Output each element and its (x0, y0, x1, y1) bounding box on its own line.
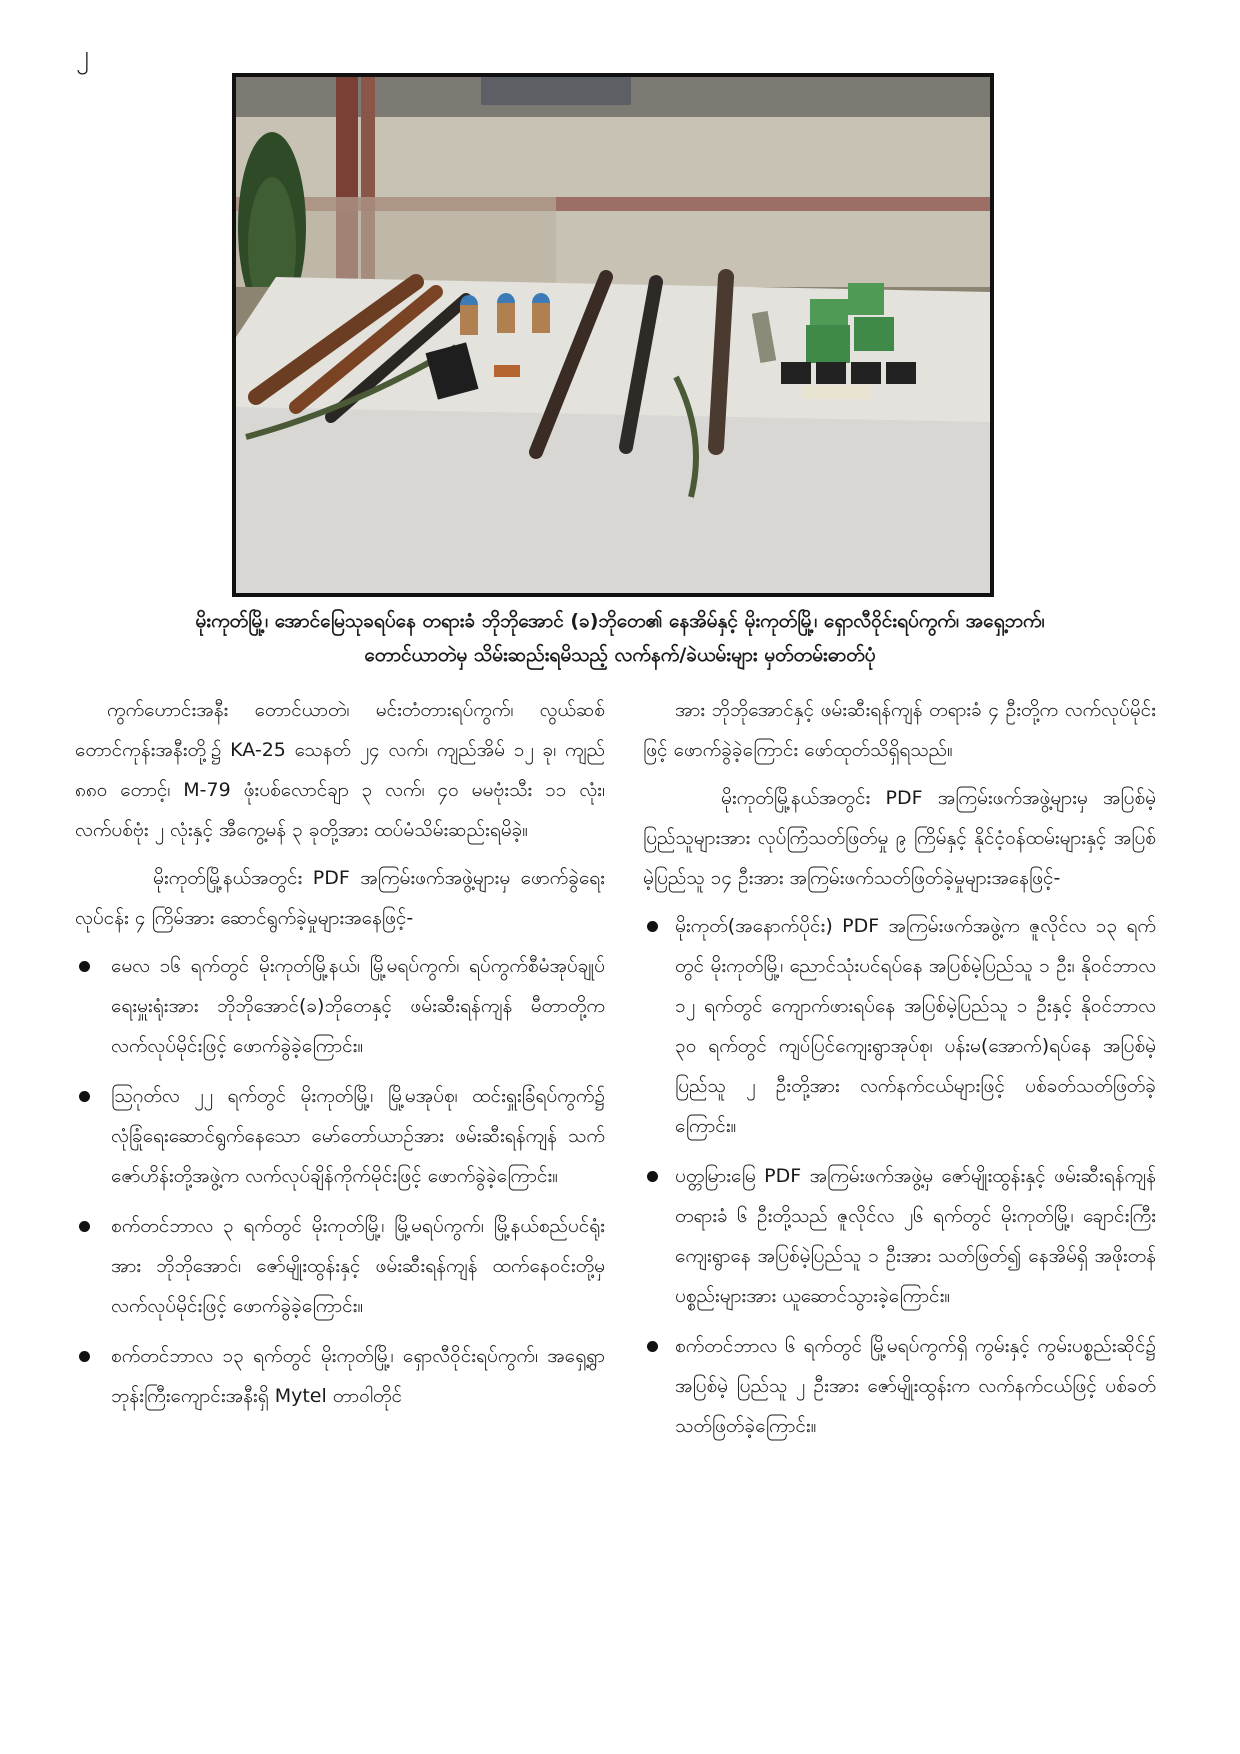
list-item: စက်တင်ဘာလ ၃ ရက်တွင် မိုးကုတ်မြို့၊ မြို့မရပ်ကွက်၊ မြို့နယ်စည်ပင်ရုံးအား ဘိုဘိုအောင်၊ ဇော်မျိုးထွန်းနှင့် ဖမ်းဆီးရန်ကျန် ထက်နေဝင်းတို့မှ လက်လုပ်မိုင်းဖြင့် ဖောက်ခွဲခဲ့ကြောင်း။ (75, 1206, 605, 1326)
bullet-icon (79, 1091, 90, 1102)
list-item: စက်တင်ဘာလ ၁၃ ရက်တွင် မိုးကုတ်မြို့၊ ရှောလီဝိုင်းရပ်ကွက်၊ အရှေ့ရွာဘုန်းကြီးကျောင်းအနီးရှိ Mytel တာဝါတိုင် (75, 1336, 605, 1416)
list-item: မေလ ၁၆ ရက်တွင် မိုးကုတ်မြို့နယ်၊ မြို့မရပ်ကွက်၊ ရပ်ကွက်စီမံအုပ်ချုပ်ရေးမှူးရုံးအား ဘိုဘိုအောင်(ခ)ဘိုတေနှင့် ဖမ်းဆီးရန်ကျန် မီတာတို့က လက်လုပ်မိုင်းဖြင့် ဖောက်ခွဲခဲ့ကြောင်း။ (75, 946, 605, 1066)
caption-line-1: မိုးကုတ်မြို့၊ အောင်မြေသုခရပ်နေ တရားခံ ဘိုဘိုအောင် (ခ)ဘိုတေ၏ နေအိမ်နှင့် မိုးကုတ်မြို့၊ ရှောလီဝိုင်းရပ်ကွက်၊ အရှေ့ဘက်၊ (195, 610, 1045, 632)
left-bullet-list (75, 946, 605, 1416)
photo-caption (80, 604, 1160, 672)
bullet-icon (647, 921, 658, 932)
bullet-icon (647, 1171, 658, 1182)
seized-weapons-photo (232, 73, 994, 597)
list-item: မိုးကုတ်(အနောက်ပိုင်း) PDF အကြမ်းဖက်အဖွဲ့က ဇူလိုင်လ ၁၃ ရက်တွင် မိုးကုတ်မြို့၊ ညောင်သုံးပင်ရပ်နေ အပြစ်မဲ့ပြည်သူ ၁ ဦး၊ နိုဝင်ဘာလ ၁၂ ရက်တွင် ကျောက်ဖားရပ်နေ အပြစ်မဲ့ပြည်သူ ၁ ဦးနှင့် နိုဝင်ဘာလ ၃၀ ရက်တွင် ကျပ်ပြင်ကျေးရွာအုပ်စု၊ ပန်းမ(အောက်)ရပ်နေ အပြစ်မဲ့ပြည်သူ ၂ ဦးတို့အား လက်နက်ငယ်များဖြင့် ပစ်ခတ်သတ်ဖြတ်ခဲ့ကြောင်း။ (643, 906, 1156, 1146)
right-bullet-list (643, 906, 1156, 1446)
page-number: ၂ (76, 40, 89, 70)
right-column (643, 690, 1156, 1456)
bullet-icon (79, 961, 90, 972)
left-paragraph-2: မိုးကုတ်မြို့နယ်အတွင်း PDF အကြမ်းဖက်အဖွဲ့များမှ ဖောက်ခွဲရေးလုပ်ငန်း ၄ ကြိမ်အား ဆောင်ရွက်ခဲ့မှုများအနေဖြင့်- (75, 867, 605, 929)
bullet-icon (79, 1351, 90, 1362)
list-item: စက်တင်ဘာလ ၆ ရက်တွင် မြို့မရပ်ကွက်ရှိ ကွမ်းနှင့် ကွမ်းပစ္စည်းဆိုင်၌ အပြစ်မဲ့ ပြည်သူ ၂ ဦးအား ဇော်မျိုးထွန်းက လက်နက်ငယ်ဖြင့် ပစ်ခတ်သတ်ဖြတ်ခဲ့ကြောင်း။ (643, 1326, 1156, 1446)
caption-line-2: တောင်ယာတဲမှ သိမ်းဆည်းရမိသည့် လက်နက်/ခဲယမ်းများ မှတ်တမ်းဓာတ်ပုံ (364, 644, 876, 666)
list-item: ပတ္တမြားမြေ PDF အကြမ်းဖက်အဖွဲ့မှ ဇော်မျိုးထွန်းနှင့် ဖမ်းဆီးရန်ကျန် တရားခံ ၆ ဦးတို့သည် ဇူလိုင်လ ၂၆ ရက်တွင် မိုးကုတ်မြို့၊ ချောင်းကြီးကျေးရွာနေ အပြစ်မဲ့ပြည်သူ ၁ ဦးအား သတ်ဖြတ်၍ နေအိမ်ရှိ အဖိုးတန်ပစ္စည်းများအား ယူဆောင်သွားခဲ့ကြောင်း။ (643, 1156, 1156, 1316)
bullet-icon (647, 1341, 658, 1352)
left-column (75, 690, 605, 1426)
list-item: ဩဂုတ်လ ၂၂ ရက်တွင် မိုးကုတ်မြို့၊ မြို့မအုပ်စု၊ ထင်းရှူးခြံရပ်ကွက်၌ လုံခြုံရေးဆောင်ရွက်နေသော မော်တော်ယာဉ်အား ဖမ်းဆီးရန်ကျန် သက်ဇော်ဟိန်းတို့အဖွဲ့က လက်လုပ်ချိန်ကိုက်မိုင်းဖြင့် ဖောက်ခွဲခဲ့ကြောင်း။ (75, 1076, 605, 1196)
right-paragraph-2: မိုးကုတ်မြို့နယ်အတွင်း PDF အကြမ်းဖက်အဖွဲ့များမှ အပြစ်မဲ့ပြည်သူများအား လုပ်ကြံသတ်ဖြတ်မှု ၉ ကြိမ်နှင့် နိုင်ငံ့ဝန်ထမ်းများနှင့် အပြစ်မဲ့ပြည်သူ ၁၄ ဦးအား အကြမ်းဖက်သတ်ဖြတ်ခဲ့မှုများအနေဖြင့်- (643, 787, 1156, 889)
right-paragraph-1: အား ဘိုဘိုအောင်နှင့် ဖမ်းဆီးရန်ကျန် တရားခံ ၄ ဦးတို့က လက်လုပ်မိုင်းဖြင့် ဖောက်ခွဲခဲ့ကြောင်း ဖော်ထုတ်သိရှိရသည်။ (643, 699, 1156, 761)
left-paragraph-1: ကွက်ဟောင်းအနီး တောင်ယာတဲ၊ မင်းတံတားရပ်ကွက်၊ လွယ်ဆစ်တောင်ကုန်းအနီးတို့၌ KA-25 သေနတ် ၂၄ လက်၊ ကျည်အိမ် ၁၂ ခု၊ ကျည် ၈၈၀ တောင့်၊ M-79 ဖုံးပစ်လောင်ချာ ၃ လက်၊ ၄၀ မမဗုံးသီး ၁၁ လုံး၊ လက်ပစ်ဗုံး ၂ လုံးနှင့် အီကွေ့မန် ၃ ခုတို့အား ထပ်မံသိမ်းဆည်းရမိခဲ့။ (75, 699, 605, 841)
bullet-icon (79, 1221, 90, 1232)
